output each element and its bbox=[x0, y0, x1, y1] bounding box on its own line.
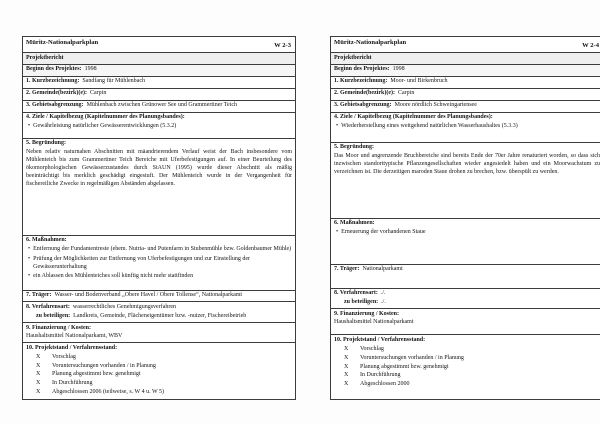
section-label: 6. Maßnahmen: bbox=[334, 220, 375, 227]
bullet-icon: • bbox=[28, 246, 31, 253]
bullet-icon: • bbox=[336, 229, 339, 236]
section-value: Nationalparkamt bbox=[362, 266, 403, 273]
bullet-text: ein Ablassen des Mühlenteiches soll künftig nicht mehr stattfinden bbox=[33, 273, 194, 280]
beteiligen-value: ./. bbox=[381, 298, 386, 305]
section-label: 1. Kurzbezeichnung: bbox=[26, 78, 80, 85]
checklist-text: In Durchführung bbox=[360, 372, 401, 379]
section-value: Sandfang für Mühlenbach bbox=[82, 78, 145, 85]
checklist-item bbox=[26, 354, 292, 362]
begin-label: Beginn des Projektes: bbox=[334, 66, 390, 73]
bullet-text: Wiederherstellung eines weitgehend natürlichen Wasserhaushaltes (5.3.3) bbox=[341, 123, 518, 130]
checkbox-mark: X bbox=[344, 345, 349, 352]
section-gebietsabgrenzung bbox=[331, 101, 600, 113]
document-page-right bbox=[330, 36, 600, 400]
section-massnahmen bbox=[331, 219, 600, 265]
section-massnahmen bbox=[23, 236, 295, 291]
checkbox-mark: X bbox=[36, 353, 41, 360]
section-label: 2. Gemeinde(bezirk)(e): bbox=[26, 90, 87, 97]
checklist-text: Planung abgestimmt bzw. genehmigt bbox=[360, 363, 449, 370]
paragraph: Neben relativ naturnahen Abschnitten mit mäandrierendem Verlauf weist der Bach insbesondere vom Mühlenteich bis zum Grammertiner Teich Bereiche mit Uferbefestigungen auf. In einer Beurteilung des ökomorphologischen Gewässerzustandes durch StAUN (1995) wurde dieser Abschnitt als mäßig beeinträchtigt bis merklich geschädigt eingestuft. Der Mühlenteich wurde in der Vergangenheit für fischereiliche Zwecke in regelmäßigen Abständen abgelassen. bbox=[26, 149, 292, 188]
begin-label: Beginn des Projektes: bbox=[26, 66, 82, 73]
bullet-item bbox=[26, 256, 292, 272]
beteiligen-value: Landkreis, Gemeinde, Flächeneigentümer bzw. -nutzer, Fischereibetrieb bbox=[73, 312, 247, 319]
checklist-text: Voruntersuchungen vorhanden / in Planung bbox=[52, 362, 156, 369]
checklist-item bbox=[334, 355, 600, 363]
bullet-text: Entfernung der Fundamentreste (ehem. Nutria- und Putenfarm in Stubenmühle bzw. Goldenbaumer Mühle) bbox=[33, 246, 292, 253]
section-value: Moore nördlich Schweingartensee bbox=[394, 102, 477, 109]
section-label: 5. Begründung: bbox=[334, 144, 375, 151]
section-label: 4. Ziele / Kapitelbezug (Kapitelnummer des Planungsbandes): bbox=[26, 114, 185, 121]
checklist-text: Vorschlag bbox=[52, 353, 76, 360]
bullet-icon: • bbox=[336, 123, 339, 130]
checklist-text: Planung abgestimmt bzw. genehmigt bbox=[52, 371, 141, 378]
section-value: wasserrechtliches Genehmigungsverfahren bbox=[72, 303, 177, 310]
begin-value: 1998 bbox=[84, 66, 97, 73]
section-traeger bbox=[331, 265, 600, 289]
section-finanzierung bbox=[23, 323, 295, 343]
page-title: Müritz-Nationalparkplan bbox=[334, 38, 407, 46]
section-value: Wasser- und Bodenverband „Obere Havel / Obere Tollense“, Nationalparkamt bbox=[54, 292, 243, 299]
checklist-item bbox=[334, 346, 600, 354]
section-label: 1. Kurzbezeichnung: bbox=[334, 78, 388, 85]
checkbox-mark: X bbox=[36, 380, 41, 387]
checkbox-mark: X bbox=[36, 389, 41, 396]
page-code: W 2-4 bbox=[582, 42, 599, 50]
checkbox-mark: X bbox=[36, 371, 41, 378]
section-kurzbezeichnung bbox=[331, 77, 600, 89]
checklist-item bbox=[334, 364, 600, 372]
bullet-item bbox=[26, 273, 292, 281]
section-label: 7. Träger: bbox=[334, 266, 360, 273]
document-page-left bbox=[22, 36, 296, 400]
section-label: 4. Ziele / Kapitelbezug (Kapitelnummer des Planungsbandes): bbox=[334, 114, 493, 121]
section-begruendung bbox=[331, 143, 600, 219]
section-value: Haushaltsmittel Nationalparkamt bbox=[334, 318, 414, 325]
checkbox-mark: X bbox=[344, 381, 349, 388]
project-begin-row bbox=[23, 65, 295, 77]
checkbox-mark: X bbox=[344, 372, 349, 379]
section-ziele bbox=[23, 113, 295, 139]
page-code: W 2-3 bbox=[274, 42, 291, 50]
section-traeger bbox=[23, 291, 295, 303]
page-title: Müritz-Nationalparkplan bbox=[26, 38, 99, 46]
checklist-item bbox=[26, 371, 292, 379]
section-label: 7. Träger: bbox=[26, 292, 52, 299]
report-subtitle: Projektbericht bbox=[23, 53, 295, 65]
section-gemeinde bbox=[23, 89, 295, 101]
bullet-item bbox=[26, 123, 292, 131]
bullet-text: Prüfung der Möglichkeiten zur Entfernung von Uferbefestigungen und zur Einstellung der Gewässerunterhaltung bbox=[33, 255, 251, 270]
section-projektstand bbox=[331, 335, 600, 399]
section-verfahrensart bbox=[331, 289, 600, 310]
section-value: Haushaltsmittel Nationalparkamt, WBV bbox=[26, 332, 123, 339]
section-finanzierung bbox=[331, 309, 600, 335]
section-label: 8. Verfahrensart: bbox=[26, 303, 70, 310]
section-label: 3. Gebietsabgrenzung: bbox=[334, 102, 392, 109]
project-begin-row bbox=[331, 65, 600, 77]
checklist-text: Abgeschlossen 2006 (teilweise, s. W 4 u. W 5) bbox=[52, 389, 165, 396]
section-label: 10. Projektstand / Verfahrensstand: bbox=[334, 336, 426, 343]
checklist-item bbox=[334, 372, 600, 380]
begin-value: 1998 bbox=[392, 66, 405, 73]
beteiligen-label: zu beteiligen: bbox=[36, 312, 71, 319]
section-verfahrensart bbox=[23, 302, 295, 323]
checklist-text: Vorschlag bbox=[360, 345, 384, 352]
checkbox-mark: X bbox=[36, 362, 41, 369]
report-subtitle: Projektbericht bbox=[331, 53, 600, 65]
section-value: Mühlenbach zwischen Grünower See und Grammertiner Teich bbox=[86, 102, 237, 109]
section-label: 5. Begründung: bbox=[26, 140, 67, 147]
bullet-item bbox=[334, 123, 600, 131]
section-value: Carpin bbox=[89, 90, 107, 97]
section-kurzbezeichnung bbox=[23, 77, 295, 89]
beteiligen-label: zu beteiligen: bbox=[344, 298, 379, 305]
section-projektstand bbox=[23, 343, 295, 399]
checkbox-mark: X bbox=[344, 354, 349, 361]
checklist-item bbox=[26, 389, 292, 397]
section-value: ./. bbox=[380, 290, 386, 297]
checklist-text: In Durchführung bbox=[52, 380, 93, 387]
section-label: 9. Finanzierung / Kosten: bbox=[334, 310, 400, 317]
section-value: Moor- und Birkenbruch bbox=[390, 78, 448, 85]
checkbox-mark: X bbox=[344, 363, 349, 370]
section-label: 2. Gemeinde(bezirk)(e): bbox=[334, 90, 395, 97]
section-label: 3. Gebietsabgrenzung: bbox=[26, 102, 84, 109]
checklist-item bbox=[26, 363, 292, 371]
section-label: 8. Verfahrensart: bbox=[334, 290, 378, 297]
section-label: 6. Maßnahmen: bbox=[26, 237, 67, 244]
checklist-text: Abgeschlossen 2000 bbox=[360, 381, 410, 388]
bullet-icon: • bbox=[28, 123, 31, 130]
checklist-item bbox=[334, 381, 600, 389]
section-gemeinde bbox=[331, 89, 600, 101]
bullet-text: Gewährleistung natürlicher Gewässerentwicklungen (5.3.2) bbox=[33, 123, 177, 130]
bullet-item bbox=[26, 246, 292, 254]
page-header bbox=[331, 37, 600, 53]
section-begruendung bbox=[23, 139, 295, 236]
bullet-item bbox=[334, 229, 600, 237]
section-label: 9. Finanzierung / Kosten: bbox=[26, 324, 92, 331]
bullet-icon: • bbox=[28, 255, 31, 262]
section-ziele bbox=[331, 113, 600, 143]
bullet-text: Erneuerung der vorhandenen Staue bbox=[341, 229, 426, 236]
checklist-text: Voruntersuchungen vorhanden / in Planung bbox=[360, 354, 464, 361]
bullet-icon: • bbox=[28, 273, 31, 280]
section-label: 10. Projektstand / Verfahrensstand: bbox=[26, 344, 118, 351]
checklist-item bbox=[26, 380, 292, 388]
section-value: Carpin bbox=[397, 90, 415, 97]
page-header bbox=[23, 37, 295, 53]
paragraph: Das Moor und angrenzende Bruchbereiche sind bereits Ende der 70er Jahre renaturiert worden, so dass sich inzwischen standorttypische Pflanzengesellschaften wieder angesiedelt haben und ein Moorwachstum zu verzeichnen ist. Die derzeitigen maroden Staue drohen zu brechen, bzw. überspült zu werden. bbox=[334, 153, 600, 176]
section-gebietsabgrenzung bbox=[23, 101, 295, 113]
